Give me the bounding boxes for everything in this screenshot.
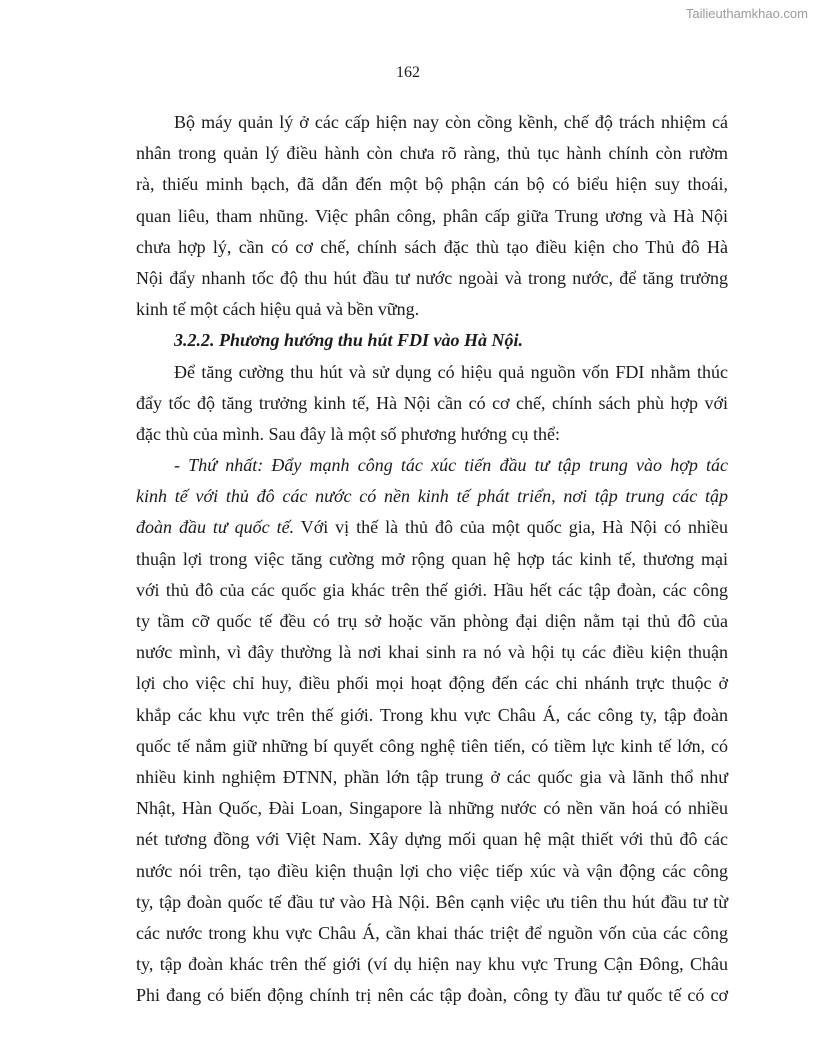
text-line: ty, tập đoàn quốc tế đầu tư vào Hà Nội. Bên cạnh việc ưu tiên thu hút đầu tư từ xyxy=(136,891,728,912)
text-line: ty tầm cỡ quốc tế đều có trụ sở hoặc văn phòng đại diện nằm tại thủ đô của xyxy=(136,611,728,631)
text-line: ty, tập đoàn khác trên thế giới (ví dụ hiện nay khu vực Trung Cận Đông, Châu xyxy=(136,954,728,975)
text-line: đẩy tốc độ tăng trưởng kinh tế, Hà Nội cần có cơ chế, chính sách phù hợp với xyxy=(136,392,728,413)
text-line: chưa hợp lý, cần có cơ chế, chính sách đặc thù tạo điều kiện cho Thủ đô Hà xyxy=(136,236,728,257)
text-line: nhiều kinh nghiệm ĐTNN, phần lớn tập trung ở các quốc gia và lãnh thổ như xyxy=(136,766,728,787)
text-line: Để tăng cường thu hút và sử dụng có hiệu quả nguồn vốn FDI nhằm thúc xyxy=(174,361,728,382)
section-heading: 3.2.2. Phương hướng thu hút FDI vào Hà Nội. xyxy=(174,330,523,351)
text-line: lợi cho việc chỉ huy, điều phối mọi hoạt động đến các chi nhánh trực thuộc ở xyxy=(136,673,728,694)
text-line: đặc thù của mình. Sau đây là một số phương hướng cụ thể: xyxy=(136,423,560,444)
text-line: Bộ máy quản lý ở các cấp hiện nay còn cồng kềnh, chế độ trách nhiệm cá xyxy=(174,112,728,132)
text-line: - Thứ nhất: Đẩy mạnh công tác xúc tiến đầu tư tập trung vào hợp tác xyxy=(174,455,728,476)
text-line: Nội đẩy nhanh tốc độ thu hút đầu tư nước ngoài và trong nước, để tăng trưởng xyxy=(136,267,728,288)
page-body xyxy=(136,107,728,1011)
text-line: khắp các khu vực trên thế giới. Trong khu vực Châu Á, các công ty, tập đoàn xyxy=(136,704,728,725)
text-line: kinh tế một cách hiệu quả và bền vững. xyxy=(136,299,420,320)
text-line: với thủ đô của các quốc gia khác trên thế giới. Hầu hết các tập đoàn, các công xyxy=(136,579,728,600)
paragraph-2 xyxy=(136,357,728,451)
text-line: kinh tế với thủ đô các nước có nền kinh tế phát triển, nơi tập trung các tập xyxy=(136,486,728,507)
paragraph-3 xyxy=(136,450,728,1011)
page-number: 162 xyxy=(396,64,420,81)
text-line: quốc tế nắm giữ những bí quyết công nghệ tiên tiến, có tiềm lực kinh tế lớn, có xyxy=(136,735,728,756)
paragraph-1 xyxy=(136,107,728,325)
italic-run: đoàn đầu tư quốc tế. xyxy=(136,517,295,538)
text-line: các nước trong khu vực Châu Á, cần khai thác triệt để nguồn vốn của các công xyxy=(136,922,728,943)
text-line: rà, thiếu minh bạch, đã dẫn đến một bộ phận cán bộ có biểu hiện suy thoái, xyxy=(136,174,728,195)
text-line: quan liêu, tham nhũng. Việc phân công, phân cấp giữa Trung ương và Hà Nội xyxy=(136,205,728,226)
text-line: nước mình, vì đây thường là nơi khai sinh ra nó và hội tụ các điều kiện thuận xyxy=(136,642,728,663)
text-line: nước nói trên, tạo điều kiện thuận lợi cho việc tiếp xúc và vận động các công xyxy=(136,860,728,881)
text-line: Nhật, Hàn Quốc, Đài Loan, Singapore là những nước có nền văn hoá có nhiều xyxy=(136,798,728,819)
text-line: Phi đang có biến động chính trị nên các tập đoàn, công ty đầu tư quốc tế có cơ xyxy=(136,985,728,1006)
normal-run: Với vị thế là thủ đô của một quốc gia, Hà Nội có nhiều xyxy=(294,517,728,538)
text-line: nét tương đồng với Việt Nam. Xây dựng mối quan hệ mật thiết với thủ đô các xyxy=(136,829,728,850)
text-line: nhân trong quản lý điều hành còn chưa rõ ràng, thủ tục hành chính còn rườm xyxy=(136,143,728,164)
watermark: Tailieuthamkhao.com xyxy=(685,6,808,21)
text-line: thuận lợi trong việc tăng cường mở rộng quan hệ hợp tác kinh tế, thương mại xyxy=(136,548,728,569)
text-line xyxy=(136,512,728,543)
